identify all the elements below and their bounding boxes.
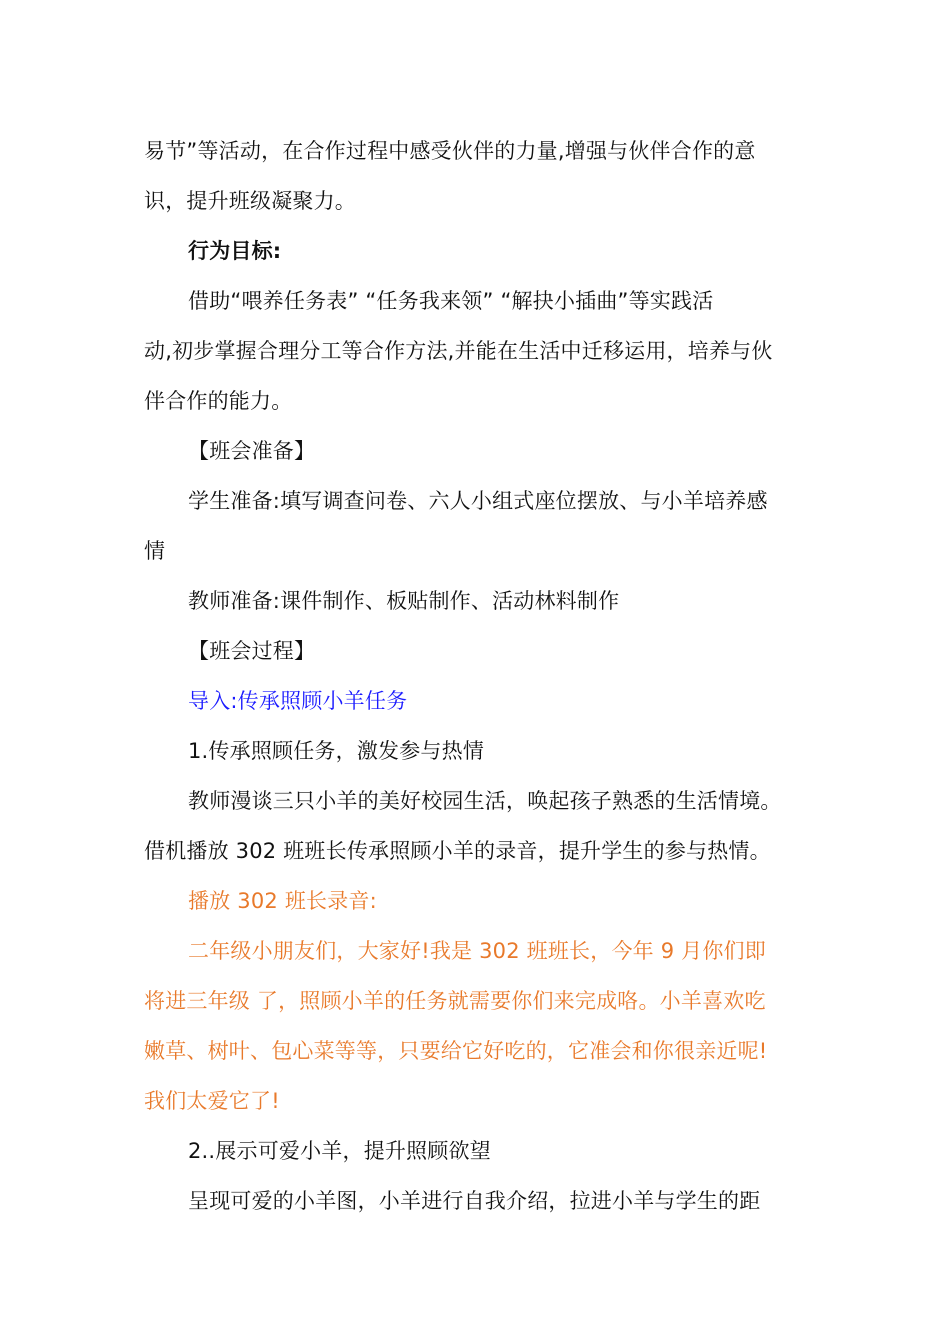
paragraph-line: 借助“喂养任务表” “任务我来领” “解抉小插曲”等实践活 [188,289,714,313]
quote-heading: 播放 302 班长录音: [188,889,377,913]
quote-line: 我们太爱它了! [144,1089,280,1113]
list-item-heading: 1.传承照顾任务，激发参与热情 [188,739,485,763]
paragraph-line: 教师漫谈三只小羊的美好校园生活，唤起孩子熟悉的生活情境。 [188,789,782,813]
section-heading-behavior-goal: 行为目标: [188,239,282,263]
quote-line: 嫩草、树叶、包心菜等等，只要给它好吃的，它准会和你很亲近呢! [144,1039,768,1063]
subheading-intro: 导入:传承照顾小羊任务 [188,689,408,713]
paragraph-line: 学生准备:填写调查问卷、六人小组式座位摆放、与小羊培养感 [188,489,768,513]
paragraph-line: 动,初步掌握合理分工等合作方法,并能在生活中迁移运用，培养与伙 [144,339,773,363]
section-heading-process: 【班会过程】 [188,639,316,663]
paragraph-line: 易节”等活动，在合作过程中感受伙伴的力量,增强与伙伴合作的意 [144,139,756,163]
paragraph-line: 借机播放 302 班班长传承照顾小羊的录音，提升学生的参与热情。 [144,839,771,863]
list-item-heading: 2..展示可爱小羊，提升照顾欲望 [188,1139,491,1163]
quote-line: 二年级小朋友们，大家好!我是 302 班班长，今年 9 月你们即 [188,939,766,963]
paragraph-line: 呈现可爱的小羊图，小羊进行自我介绍，拉进小羊与学生的距 [188,1189,761,1213]
paragraph-line: 识，提升班级凝聚力。 [144,189,356,213]
paragraph-line: 情 [144,539,166,563]
section-heading-preparation: 【班会准备】 [188,439,316,463]
document-page [144,126,810,1226]
paragraph-line: 伴合作的能力。 [144,389,293,413]
quote-line: 将进三年级 了，照顾小羊的任务就需要你们来完成咯。小羊喜欢吃 [144,989,766,1013]
paragraph-line: 教师准备:课件制作、板贴制作、活动林料制作 [188,589,620,613]
